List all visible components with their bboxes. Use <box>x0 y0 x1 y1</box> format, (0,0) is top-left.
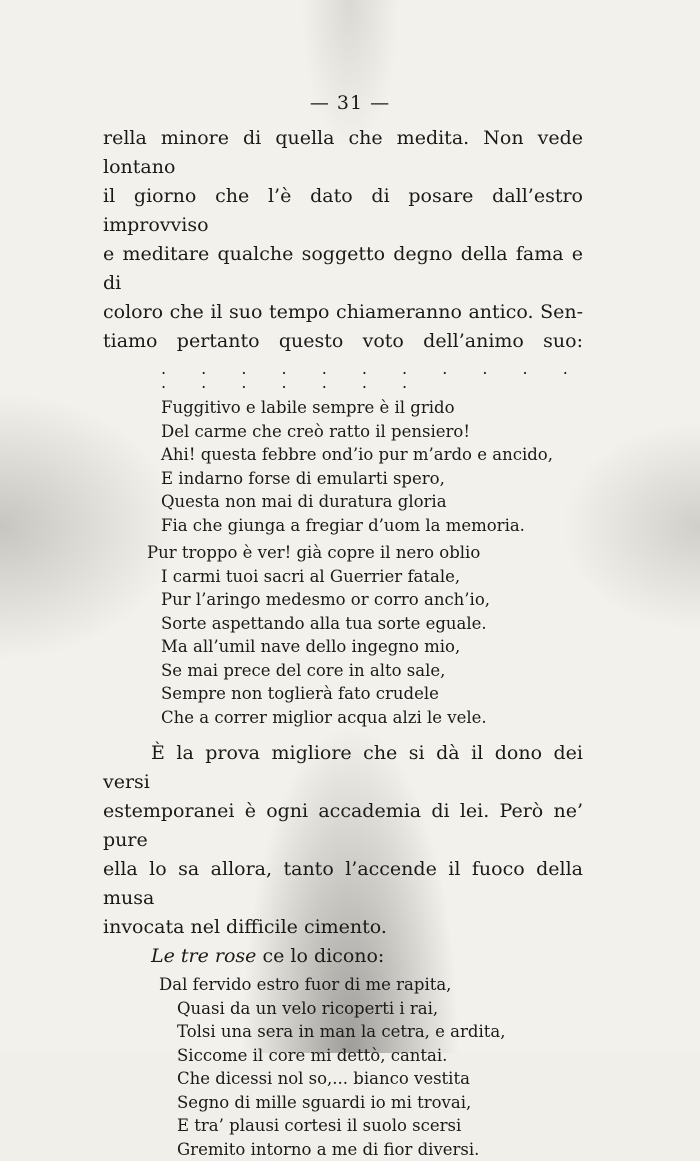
poem-1-stanza-1 <box>103 396 583 537</box>
paragraph-2 <box>103 739 583 942</box>
verse-line: Sempre non toglierà fato crudele <box>161 682 583 706</box>
paragraph-1 <box>103 124 583 356</box>
text-line: tiamo pertanto questo voto dell’animo suo: <box>103 327 583 356</box>
verse-line: Che a correr miglior acqua alzi le vele. <box>161 706 583 730</box>
verse-line: Tolsi una sera in man la cetra, e ardita, <box>177 1020 583 1044</box>
verse-line: Fia che giunga a fregiar d’uom la memoria. <box>161 514 583 538</box>
text-line: rella minore di quella che medita. Non vede lontano <box>103 124 583 182</box>
verse-line: Siccome il core mi dettò, cantai. <box>177 1044 583 1068</box>
poem-intro-text: ce lo dicono: <box>256 945 384 967</box>
ellipsis-line: . . . . . . . . . . . . . . . . . . <box>161 362 583 390</box>
verse-line: Gremito intorno a me di fior diversi. <box>177 1138 583 1161</box>
text-line: e meditare qualche soggetto degno della fama e di <box>103 240 583 298</box>
verse-line: Segno di mille sguardi io mi trovai, <box>177 1091 583 1115</box>
verse-line: Sorte aspettando alla tua sorte eguale. <box>161 612 583 636</box>
poem-title: Le tre rose <box>151 945 256 967</box>
verse-line: E indarno forse di emularti spero, <box>161 467 583 491</box>
verse-line: Dal fervido estro fuor di me rapita, <box>159 973 583 997</box>
verse-line: Che dicessi nol so,... bianco vestita <box>177 1067 583 1091</box>
text-line: estemporanei è ogni accademia di lei. Però ne’ pure <box>103 797 583 855</box>
text-line: coloro che il suo tempo chiameranno antico. Sen- <box>103 298 583 327</box>
verse-line: Ahi! questa febbre ond’io pur m’ardo e ancido, <box>161 443 583 467</box>
text-line: È la prova migliore che si dà il dono dei versi <box>103 739 583 797</box>
verse-line: Ma all’umil nave dello ingegno mio, <box>161 635 583 659</box>
verse-line: Se mai prece del core in alto sale, <box>161 659 583 683</box>
verse-line: Fuggitivo e labile sempre è il grido <box>161 396 583 420</box>
text-line: invocata nel difficile cimento. <box>103 913 583 942</box>
page-content <box>103 124 583 1161</box>
poem-2-stanza <box>103 973 583 1161</box>
text-line: ella lo sa allora, tanto l’accende il fuoco della musa <box>103 855 583 913</box>
poem-1-stanza-2 <box>103 541 583 729</box>
verse-line: Quasi da un velo ricoperti i rai, <box>177 997 583 1021</box>
verse-line: Questa non mai di duratura gloria <box>161 490 583 514</box>
verse-line: I carmi tuoi sacri al Guerrier fatale, <box>161 565 583 589</box>
verse-line: Pur l’aringo medesmo or corro anch’io, <box>161 588 583 612</box>
verse-line: Pur troppo è ver! già copre il nero oblio <box>147 541 583 565</box>
text-line: il giorno che l’è dato di posare dall’estro improvviso <box>103 182 583 240</box>
poem-intro-line <box>151 942 583 971</box>
verse-line: E tra’ plausi cortesi il suolo scersi <box>177 1114 583 1138</box>
page-number: — 31 — <box>0 92 700 114</box>
verse-line: Del carme che creò ratto il pensiero! <box>161 420 583 444</box>
